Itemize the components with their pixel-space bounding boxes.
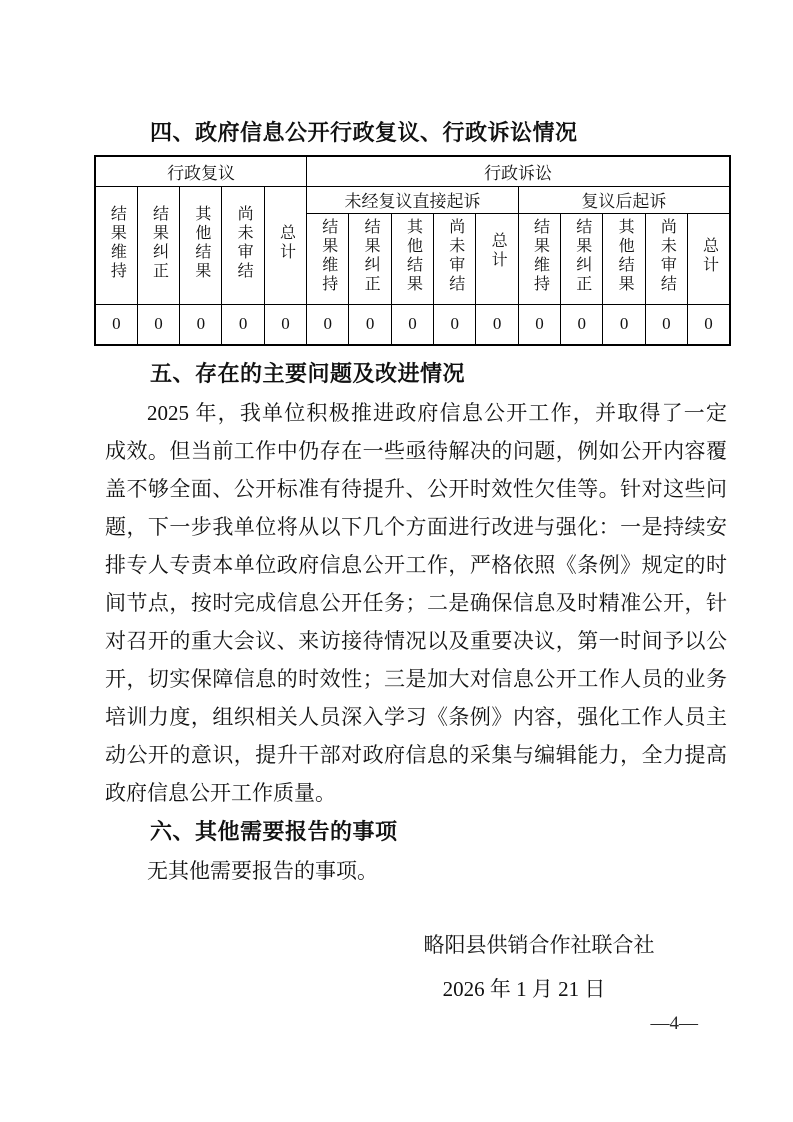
col-header-upheld-label: 结果维持 bbox=[319, 218, 337, 294]
value-cell: 0 bbox=[349, 304, 391, 345]
section5-heading: 五、存在的主要问题及改进情况 bbox=[150, 361, 466, 386]
col-header-pending-label: 尚未审结 bbox=[235, 204, 253, 281]
col-header-other-result bbox=[603, 213, 645, 304]
subgroup-header-direct-suit: 未经复议直接起诉 bbox=[307, 186, 519, 213]
table-subgroup-header-row bbox=[95, 186, 730, 213]
col-header-pending-label: 尚未审结 bbox=[446, 218, 464, 294]
value-cell: 0 bbox=[688, 304, 730, 345]
paragraph-line: 排专人专责本单位政府信息公开工作，严格依照《条例》规定的时 bbox=[105, 553, 727, 577]
col-header-upheld bbox=[307, 213, 349, 304]
col-header-total bbox=[688, 213, 730, 304]
value-cell: 0 bbox=[264, 304, 306, 345]
page-number: —4— bbox=[650, 1013, 698, 1034]
paragraph-line: 盖不够全面、公开标准有待提升、公开时效性欠佳等。针对这些问 bbox=[105, 477, 727, 501]
col-header-pending bbox=[645, 213, 687, 304]
value-cell: 0 bbox=[603, 304, 645, 345]
col-header-upheld bbox=[518, 213, 560, 304]
value-cell: 0 bbox=[561, 304, 603, 345]
col-header-pending bbox=[222, 186, 264, 304]
group-header-reconsideration: 行政复议 bbox=[95, 156, 307, 186]
signature-date: 2026 年 1 月 21 日 bbox=[442, 977, 606, 1001]
col-header-corrected bbox=[137, 186, 179, 304]
value-cell: 0 bbox=[434, 304, 476, 345]
col-header-pending-label: 尚未审结 bbox=[658, 218, 676, 294]
col-header-total-label: 总计 bbox=[700, 237, 718, 275]
admin-review-litigation-table bbox=[94, 155, 731, 346]
col-header-total bbox=[476, 213, 518, 304]
paragraph-line: 开，切实保障信息的时效性；三是加大对信息公开工作人员的业务 bbox=[105, 667, 727, 691]
col-header-total bbox=[264, 186, 306, 304]
col-header-upheld-label: 结果维持 bbox=[531, 218, 549, 294]
col-header-other-result bbox=[391, 213, 433, 304]
paragraph-line: 题，下一步我单位将从以下几个方面进行改进与强化：一是持续安 bbox=[105, 515, 727, 539]
col-header-other-result-label: 其他结果 bbox=[616, 218, 634, 294]
signature-block bbox=[364, 926, 714, 1008]
value-cell: 0 bbox=[180, 304, 222, 345]
value-cell: 0 bbox=[391, 304, 433, 345]
paragraph-line: 成效。但当前工作中仍存在一些亟待解决的问题，例如公开内容覆 bbox=[105, 439, 727, 463]
value-cell: 0 bbox=[137, 304, 179, 345]
paragraph-line: 间节点，按时完成信息公开任务；二是确保信息及时精准公开，针 bbox=[105, 591, 727, 615]
paragraph-line: 2025 年，我单位积极推进政府信息公开工作，并取得了一定 bbox=[147, 401, 727, 425]
col-header-upheld bbox=[95, 186, 137, 304]
col-header-other-result-label: 其他结果 bbox=[192, 204, 210, 281]
value-cell: 0 bbox=[222, 304, 264, 345]
group-header-litigation: 行政诉讼 bbox=[307, 156, 730, 186]
col-header-corrected-label: 结果纠正 bbox=[573, 218, 591, 294]
col-header-total-label: 总计 bbox=[277, 223, 295, 262]
col-header-pending bbox=[434, 213, 476, 304]
paragraph-line: 对召开的重大会议、来访接待情况以及重要决议，第一时间予以公 bbox=[105, 629, 727, 653]
signature-organization: 略阳县供销合作社联合社 bbox=[423, 933, 655, 957]
paragraph-line: 政府信息公开工作质量。 bbox=[105, 781, 336, 805]
paragraph-line: 培训力度，组织相关人员深入学习《条例》内容，强化工作人员主 bbox=[105, 705, 727, 729]
col-header-corrected bbox=[561, 213, 603, 304]
section6-heading: 六、其他需要报告的事项 bbox=[150, 819, 398, 844]
col-header-other-result bbox=[180, 186, 222, 304]
col-header-total-label: 总计 bbox=[489, 232, 507, 270]
value-cell: 0 bbox=[476, 304, 518, 345]
col-header-corrected-label: 结果纠正 bbox=[362, 218, 380, 294]
col-header-corrected-label: 结果纠正 bbox=[150, 204, 168, 281]
col-header-other-result-label: 其他结果 bbox=[404, 218, 422, 294]
value-cell: 0 bbox=[518, 304, 560, 345]
subgroup-header-after-reconsideration-suit: 复议后起诉 bbox=[518, 186, 730, 213]
table-group-header-row bbox=[95, 156, 730, 186]
paragraph-line: 动公开的意识，提升干部对政府信息的采集与编辑能力，全力提高 bbox=[105, 743, 727, 767]
value-cell: 0 bbox=[307, 304, 349, 345]
value-cell: 0 bbox=[645, 304, 687, 345]
section6-body: 无其他需要报告的事项。 bbox=[147, 859, 378, 883]
section5-paragraph bbox=[105, 394, 727, 812]
col-header-upheld-label: 结果维持 bbox=[108, 204, 126, 281]
value-cell: 0 bbox=[95, 304, 137, 345]
table-value-row bbox=[95, 304, 730, 345]
col-header-corrected bbox=[349, 213, 391, 304]
section4-heading: 四、政府信息公开行政复议、行政诉讼情况 bbox=[150, 120, 578, 145]
